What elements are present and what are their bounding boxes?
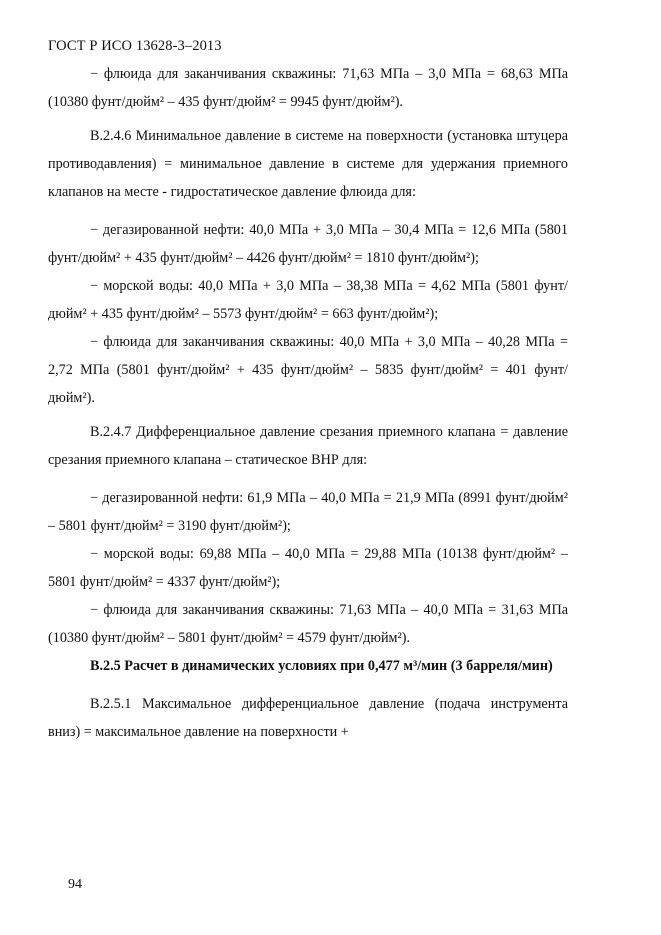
section-b251: В.2.5.1 Максимальное дифференциальное давление (подача инструмента вниз) = максимальное давление на поверхности + (48, 696, 568, 740)
section-b247: В.2.4.7 Дифференциальное давление срезания приемного клапана = давление срезания приемного клапана – статическое ВНР для: (48, 424, 568, 468)
list-item-sea-water: − морской воды: 40,0 МПа + 3,0 МПа – 38,38 МПа = 4,62 МПа (5801 фунт/дюйм² + 435 фунт/дюйм² – 5573 фунт/дюйм² = 663 фунт/дюйм²); (48, 278, 568, 322)
section-b246: В.2.4.6 Минимальное давление в системе на поверхности (установка штуцера противодавления) = минимальное давление в системе для удержания приемного клапанов на месте - гидростатическое давление флюида для: (48, 128, 568, 200)
list-item-completion-fluid: − флюида для заканчивания скважины: 40,0 МПа + 3,0 МПа – 40,28 МПа = 2,72 МПа (5801 фунт/дюйм² + 435 фунт/дюйм² – 5835 фунт/дюйм² = 401 фунт/дюйм²). (48, 334, 568, 406)
list-item-degassed-oil: − дегазированной нефти: 40,0 МПа + 3,0 МПа – 30,4 МПа = 12,6 МПа (5801 фунт/дюйм² + 435 фунт/дюйм² – 4426 фунт/дюйм² = 1810 фунт/дюйм²); (48, 222, 568, 266)
section-b25-heading: В.2.5 Расчет в динамических условиях при 0,477 м³/мин (3 барреля/мин) (90, 658, 553, 674)
list-item-completion-fluid-2: − флюида для заканчивания скважины: 71,63 МПа – 40,0 МПа = 31,63 МПа (10380 фунт/дюйм² – 5801 фунт/дюйм² = 4579 фунт/дюйм²). (48, 602, 568, 646)
list-item-sea-water-2: − морской воды: 69,88 МПа – 40,0 МПа = 29,88 МПа (10138 фунт/дюйм² – 5801 фунт/дюйм² = 4337 фунт/дюйм²); (48, 546, 568, 590)
paragraph-completion-fluid-result: − флюида для заканчивания скважины: 71,63 МПа – 3,0 МПа = 68,63 МПа (10380 фунт/дюйм² – 435 фунт/дюйм² = 9945 фунт/дюйм²). (48, 66, 568, 110)
list-item-degassed-oil-2: − дегазированной нефти: 61,9 МПа – 40,0 МПа = 21,9 МПа (8991 фунт/дюйм² – 5801 фунт/дюйм² = 3190 фунт/дюйм²); (48, 490, 568, 534)
page-number: 94 (68, 877, 82, 892)
document-body (48, 60, 568, 746)
document-header: ГОСТ Р ИСО 13628-3–2013 (48, 38, 222, 54)
